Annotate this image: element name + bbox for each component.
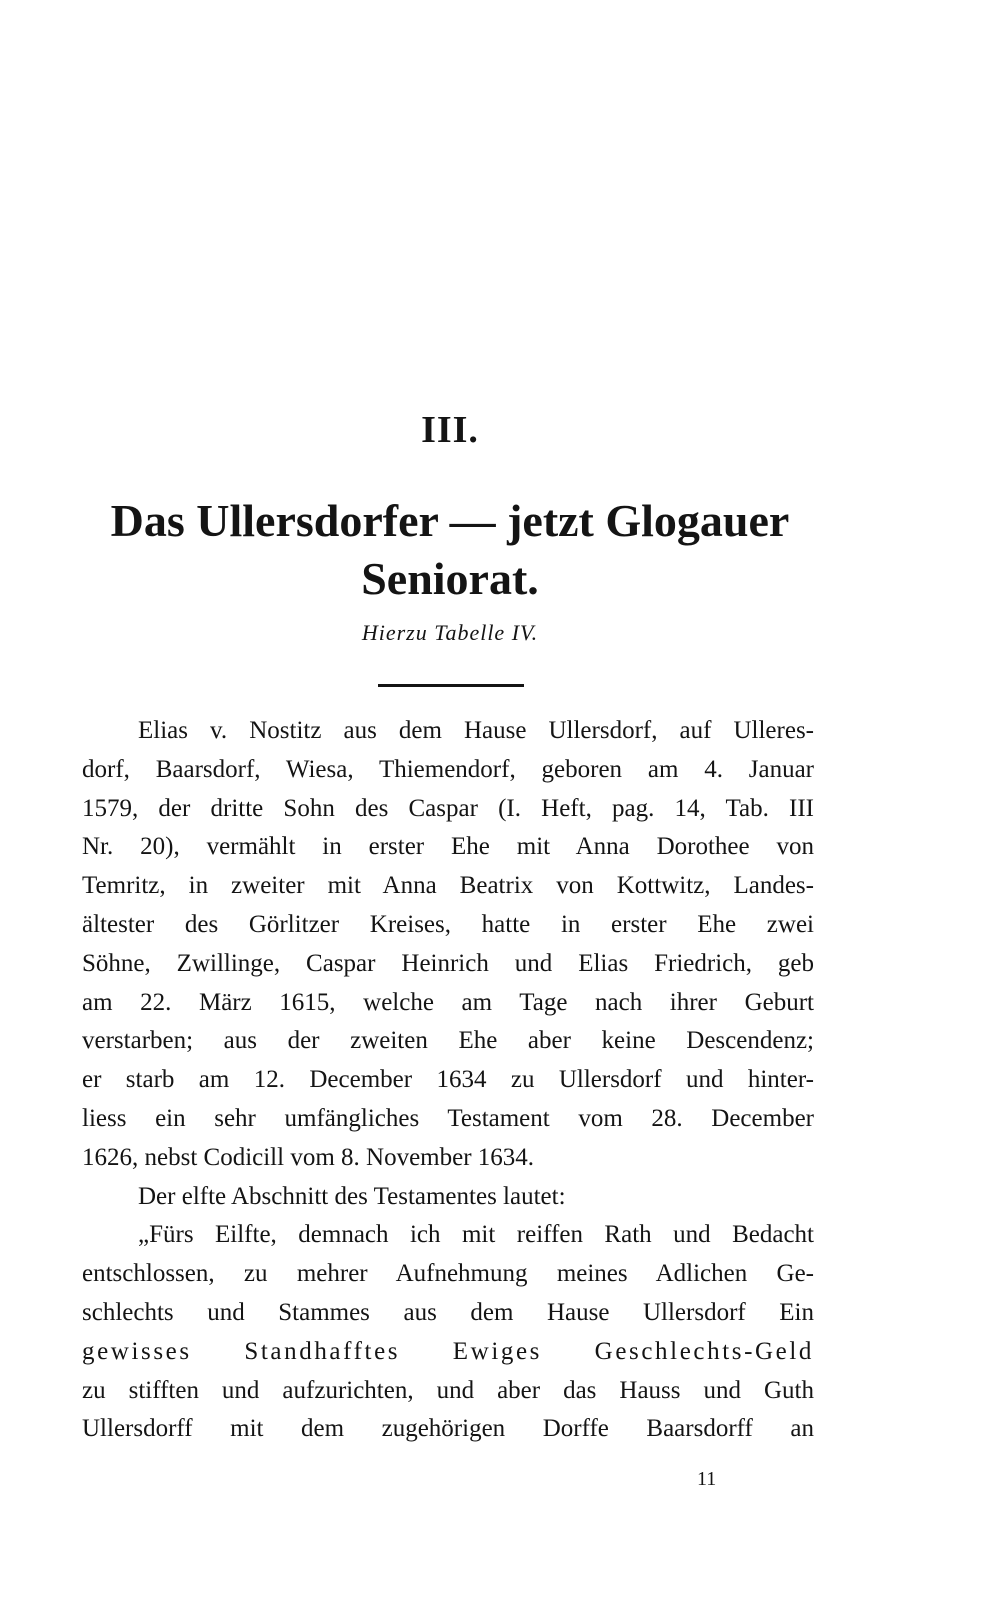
text-line: entschlossen, zu mehrer Aufnehmung meines Adlichen Ge- [82,1260,814,1288]
chapter-title-line-1: Das Ullersdorfer — jetzt Glogauer [110,495,790,546]
body-text [82,712,814,1449]
text-line: dorf, Baarsdorf, Wiesa, Thiemendorf, geboren am 4. Januar [82,755,814,783]
text-line: zu stifften und aufzurichten, und aber das Hauss und Guth [82,1376,814,1404]
text-line: verstarben; aus der zweiten Ehe aber keine Descendenz; [82,1027,814,1055]
chapter-title [88,492,812,608]
text-line: Söhne, Zwillinge, Caspar Heinrich und Elias Friedrich, geb [82,949,814,977]
text-line: Der elfte Abschnitt des Testamentes lautet: [138,1182,566,1210]
section-divider [378,684,524,687]
text-line: Nr. 20), vermählt in erster Ehe mit Anna Dorothee von [82,833,814,861]
table-reference: Hierzu Tabelle IV. [361,620,539,645]
text-line: er starb am 12. December 1634 zu Ullersdorf und hinter- [82,1066,814,1094]
text-line: liess ein sehr umfängliches Testament vom 28. December [82,1104,814,1132]
text-line: ältester des Görlitzer Kreises, hatte in erster Ehe zwei [82,910,814,938]
page-signature: 11 [697,1468,717,1490]
text-line: Ullersdorff mit dem zugehörigen Dorffe Baarsdorff an [82,1415,814,1443]
chapter-number: III. [421,409,479,451]
text-line: schlechts und Stammes aus dem Hause Ullersdorf Ein [82,1298,814,1326]
text-line: 1579, der dritte Sohn des Caspar (I. Heft, pag. 14, Tab. III [82,794,814,822]
text-line: Temritz, in zweiter mit Anna Beatrix von Kottwitz, Landes- [82,872,814,900]
text-line: am 22. März 1615, welche am Tage nach ihrer Geburt [82,988,814,1016]
text-line: „Fürs Eilfte, demnach ich mit reiffen Rath und Bedacht [138,1221,814,1249]
text-line: Elias v. Nostitz aus dem Hause Ullersdorf, auf Ulleres- [138,717,814,744]
text-line: gewisses Standhafftes Ewiges Geschlechts-Geld [82,1337,814,1365]
text-line: 1626, nebst Codicill vom 8. November 1634. [82,1143,535,1171]
chapter-title-line-2: Seniorat. [361,553,539,604]
